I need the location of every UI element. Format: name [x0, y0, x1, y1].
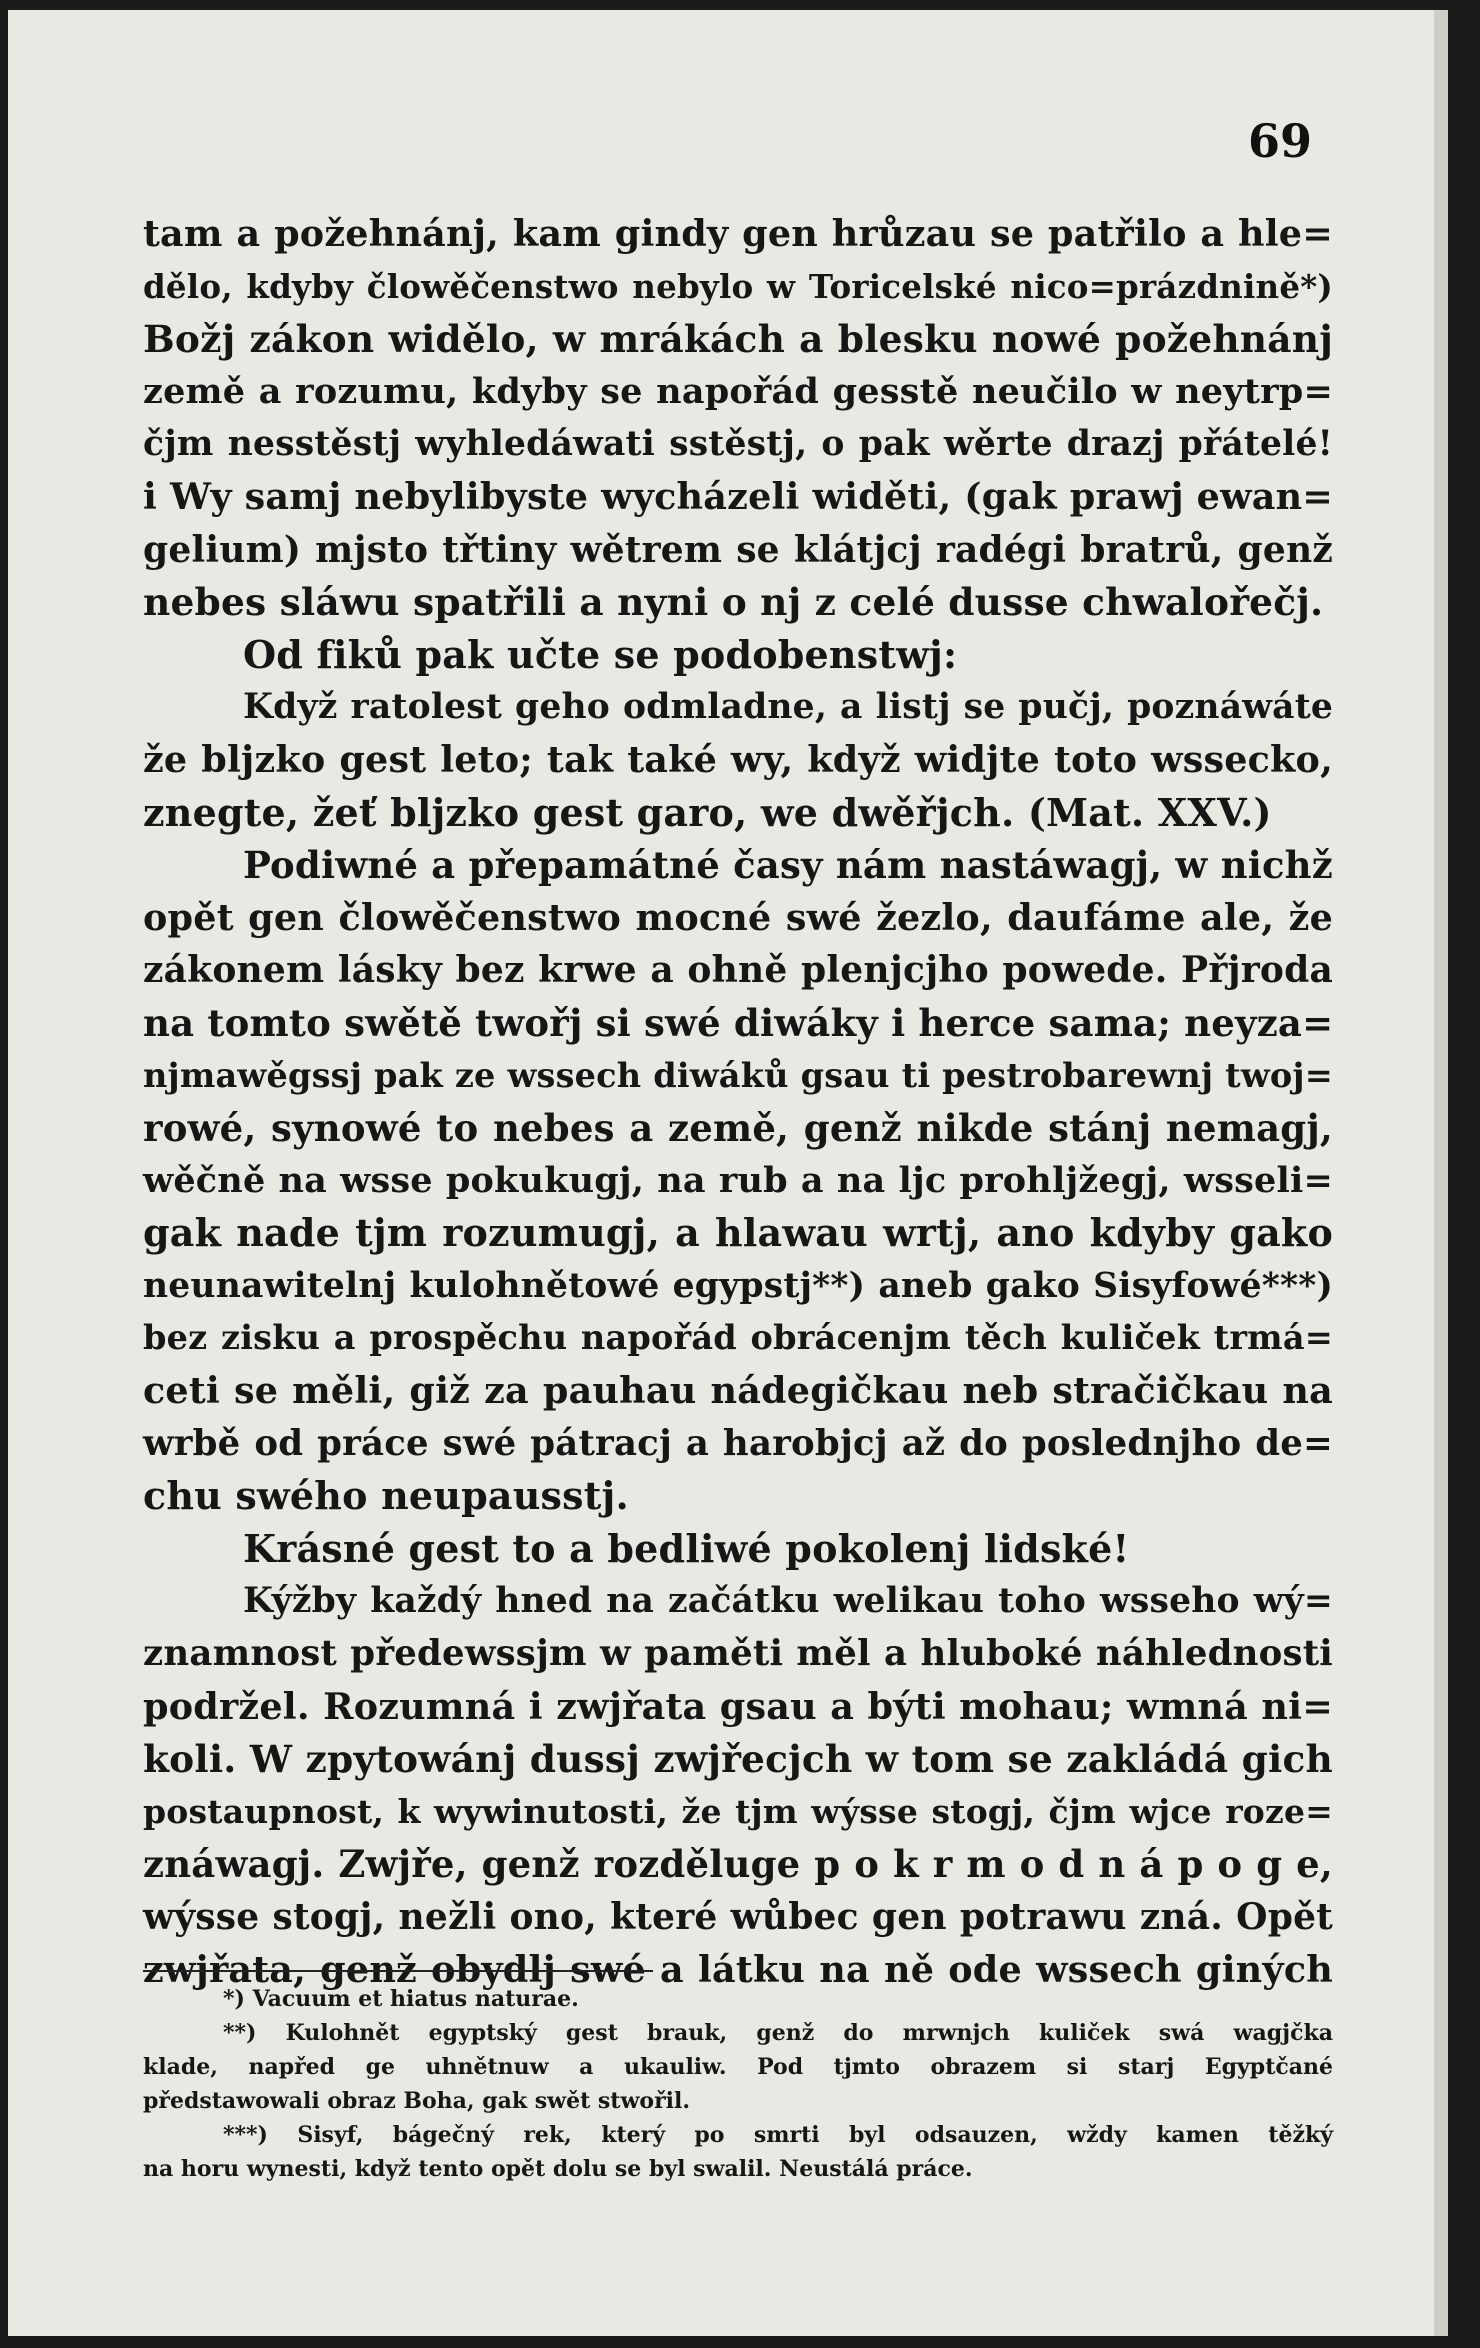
text-line: wrbě od práce swé pátracj a harobjcj až do poslednjho de= [143, 1422, 1333, 1464]
book-page [8, 10, 1448, 2336]
text-line: Když ratolest geho odmladne, a listj se pučj, poznáwáte [243, 687, 1333, 728]
footnote-line: ***) Sisyf, bágečný rek, který po smrti byl odsauzen, wždy kamen těžký [223, 2122, 1333, 2148]
text-line: zwjřata, genž obydlj swé a látku na ně ode wssech giných [143, 1947, 1333, 1991]
text-line: neunawitelnj kulohnětowé egypstj**) aneb gako Sisyfowé***) [143, 1265, 1333, 1306]
text-line: Kýžby každý hned na začátku welikau toho wsseho wý= [243, 1581, 1333, 1622]
text-line: Od fiků pak učte se podobenstwj: [243, 631, 958, 677]
footnotes [143, 1982, 1333, 2186]
text-line: bez zisku a prospěchu napořád obrácenjm těch kuliček trmá= [143, 1318, 1333, 1358]
text-line: wýsse stogj, nežli ono, které wůbec gen potrawu zná. Opět [143, 1896, 1333, 1938]
footnote-divider [143, 1970, 653, 1972]
text-line: chu swého neupausstj. [143, 1473, 629, 1519]
text-line: dělo, kdyby člowěčenstwo nebylo w Toricelské nico=prázdnině*) [143, 266, 1333, 306]
body-text [143, 208, 1333, 1996]
text-line: že bljzko gest leto; tak také wy, když widjte toto wssecko, [143, 737, 1333, 781]
text-line: gelium) mjsto třtiny wětrem se klátjcj radégi bratrů, genž [143, 528, 1333, 571]
text-line: na tomto swětě twořj si swé diwáky i herce sama; neyza= [143, 1000, 1334, 1045]
text-line: Krásné gest to a bedliwé pokolenj lidské! [243, 1525, 1130, 1571]
text-line: čjm nesstěstj wyhledáwati sstěstj, o pak wěrte drazj přátelé! [143, 424, 1333, 465]
text-line: znáwagj. Zwjře, genž rozděluge p o k r m o d n á p o g e, [143, 1842, 1333, 1887]
footnote-line: předstawowali obraz Boha, gak swět stwořil. [143, 2088, 691, 2114]
footnote-line: na horu wynesti, když tento opět dolu se byl swalil. Neustálá práce. [143, 2156, 973, 2182]
text-line: opět gen člowěčenstwo mocné swé žezlo, daufáme ale, že [143, 895, 1333, 939]
text-line: znegte, žeť bljzko gest garo, we dwěřjch. (Mat. XXV.) [143, 789, 1272, 835]
text-line: znamnost předewssjm w paměti měl a hluboké náhlednosti [143, 1633, 1333, 1675]
text-line: Božj zákon widělo, w mrákách a blesku nowé požehnánj [143, 317, 1333, 362]
footnote-line: *) Vacuum et hiatus naturae. [223, 1986, 579, 2012]
text-line: koli. W zpytowánj dussj zwjřecjch w tom se zakládá gich [143, 1737, 1333, 1782]
text-line: podržel. Rozumná i zwjřata gsau a býti mohau; wmná ni= [143, 1684, 1333, 1728]
text-line: postaupnost, k wywinutosti, že tjm wýsse stogj, čjm wjce roze= [143, 1791, 1333, 1831]
text-line: gak nade tjm rozumugj, a hlawau wrtj, ano kdyby gako [143, 1210, 1333, 1256]
page-number: 69 [1248, 114, 1313, 168]
text-line: ceti se měli, giž za pauhau nádegičkau neb stračičkau na [143, 1369, 1333, 1413]
text-line: nebes sláwu spatřili a nyni o nj z celé dusse chwalořečj. [143, 580, 1324, 625]
text-line: země a rozumu, kdyby se napořád gesstě neučilo w neytrp= [143, 370, 1333, 412]
footnote-line: **) Kulohnět egyptský gest brauk, genž do mrwnjch kuliček swá wagjčka [223, 2020, 1333, 2046]
text-line: wěčně na wsse pokukugj, na rub a na ljc prohljžegj, wsseli= [143, 1159, 1333, 1201]
text-line: zákonem lásky bez krwe a ohně plenjcjho powede. Přjroda [143, 949, 1333, 992]
text-line: njmawěgssj pak ze wssech diwáků gsau ti pestrobarewnj twoj= [143, 1055, 1333, 1095]
text-line: tam a požehnánj, kam gindy gen hrůzau se patřilo a hle= [143, 212, 1333, 255]
text-line: i Wy samj nebylibyste wycházeli widěti, (gak prawj ewan= [143, 474, 1334, 518]
footnote-line: klade, napřed ge uhnětnuw a ukauliw. Pod tjmto obrazem si starj Egyptčané [143, 2054, 1333, 2080]
text-line: rowé, synowé to nebes a země, genž nikde stánj nemagj, [143, 1106, 1333, 1151]
text-line: Podiwné a přepamátné časy nám nastáwagj, w nichž [243, 843, 1333, 888]
